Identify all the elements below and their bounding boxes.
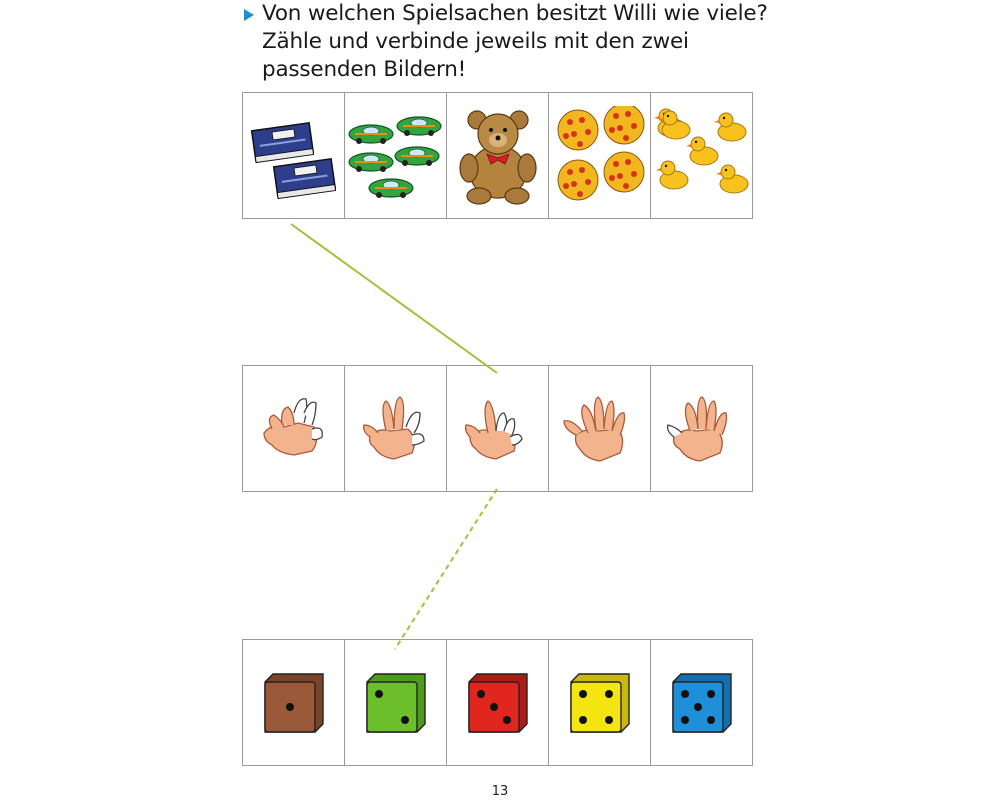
instruction-line-3: passenden Bildern!: [262, 57, 467, 82]
toy-cell-teddy[interactable]: [447, 93, 549, 218]
instruction-line-2: Zähle und verbinde jeweils mit den zwei: [262, 29, 689, 54]
toy-cell-cars[interactable]: [345, 93, 447, 218]
hand-cell-three-fingers[interactable]: [345, 366, 447, 491]
race-cars-icon: [347, 108, 445, 204]
dice-cell-5[interactable]: [651, 640, 752, 765]
ducks-icon: [654, 106, 750, 206]
page-number: 13: [491, 784, 509, 799]
connector-solid: [291, 224, 497, 373]
instruction-text: [244, 0, 784, 84]
hand-cell-four-fingers[interactable]: [651, 366, 752, 491]
connector-dashed: [395, 489, 497, 649]
dice-cell-2[interactable]: [345, 640, 447, 765]
die-three-icon: [463, 668, 533, 738]
hand-four-fingers-icon: [660, 387, 744, 471]
hand-one-finger-icon: [458, 387, 538, 471]
die-two-icon: [361, 668, 431, 738]
hand-two-fingers-icon: [254, 389, 334, 469]
teddy-bear-icon: [453, 106, 543, 206]
toy-cell-books[interactable]: [243, 93, 345, 218]
dice-row: [242, 639, 753, 766]
dice-cell-1[interactable]: [243, 640, 345, 765]
toy-cell-balls[interactable]: [549, 93, 651, 218]
die-four-icon: [565, 668, 635, 738]
toy-row: [242, 92, 753, 219]
hand-cell-two-fingers[interactable]: [243, 366, 345, 491]
bullet-arrow-icon: [244, 9, 254, 21]
instruction-line-1: Von welchen Spielsachen besitzt Willi wie viele?: [262, 1, 768, 26]
toy-cell-ducks[interactable]: [651, 93, 752, 218]
hand-cell-five-fingers[interactable]: [549, 366, 651, 491]
dice-cell-4[interactable]: [549, 640, 651, 765]
dice-cell-3[interactable]: [447, 640, 549, 765]
hand-three-fingers-icon: [356, 387, 436, 471]
balls-icon: [552, 106, 648, 206]
die-five-icon: [667, 668, 737, 738]
hand-five-fingers-icon: [558, 387, 642, 471]
hand-row: [242, 365, 753, 492]
die-one-icon: [259, 668, 329, 738]
hand-cell-one-finger[interactable]: [447, 366, 549, 491]
books-icon: [246, 111, 342, 201]
